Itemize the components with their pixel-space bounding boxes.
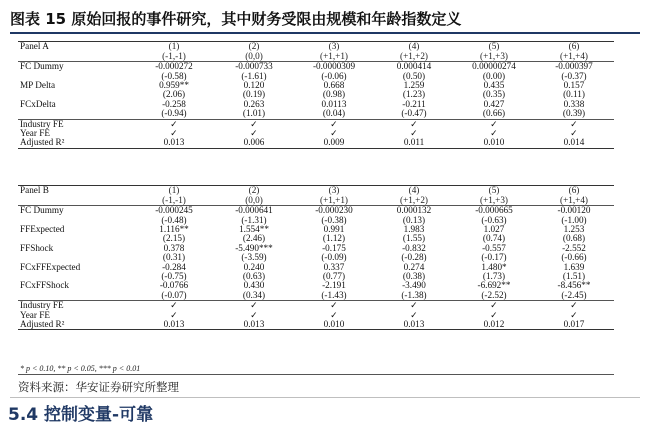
t-stat-cell: (-0.07) — [161, 289, 187, 300]
t-stat-cell: (0.31) — [162, 252, 186, 263]
coef-row — [18, 81, 614, 90]
t-stat-cell: (0.04) — [322, 108, 346, 119]
year-fe-row — [18, 129, 614, 138]
t-stat-cell: (-2.52) — [481, 289, 507, 300]
column-number: (5) — [488, 41, 500, 51]
coef-cell: -0.0766 — [159, 280, 189, 291]
column-number: (1) — [168, 185, 180, 195]
variable-label: FC Dummy — [20, 205, 64, 216]
event-window: (-1,-1) — [162, 194, 186, 205]
t-stat-row — [18, 90, 614, 99]
stat-cell: ✓ — [490, 118, 498, 129]
stat-cell: ✓ — [170, 128, 178, 139]
t-stat-cell: (-0.06) — [321, 70, 347, 81]
panel-end-rule — [18, 148, 614, 153]
header-window-row — [18, 52, 614, 62]
coef-cell: 0.263 — [243, 98, 265, 109]
t-stat-row — [18, 72, 614, 81]
stat-label: Industry FE — [20, 300, 64, 311]
stat-label: Industry FE — [20, 118, 64, 129]
coef-cell: -0.000397 — [555, 61, 593, 72]
t-stat-cell: (-0.09) — [321, 252, 347, 263]
next-section-heading: 5.4 控制变量-可靠 — [8, 405, 154, 425]
stat-cell: ✓ — [410, 300, 418, 311]
coef-cell: 1.259 — [403, 80, 425, 90]
t-stat-cell: (-0.48) — [161, 214, 187, 225]
stat-cell: ✓ — [170, 118, 178, 129]
event-window: (+1,+3) — [480, 50, 508, 61]
t-stat-cell: (-0.63) — [481, 214, 507, 225]
t-stat-cell: (-0.66) — [561, 252, 587, 263]
event-window: (-1,-1) — [162, 50, 186, 61]
industry-fe-row — [18, 119, 614, 129]
significance-note: * p < 0.10, ** p < 0.05, *** p < 0.01 — [20, 364, 141, 373]
event-window: (+1,+3) — [480, 194, 508, 205]
stat-cell: ✓ — [410, 309, 418, 320]
t-stat-cell: (-1.38) — [401, 289, 427, 300]
t-stat-cell: (1.12) — [322, 233, 346, 244]
coef-cell: 1.639 — [563, 261, 585, 272]
stat-cell: ✓ — [410, 128, 418, 139]
coef-cell: 0.337 — [323, 261, 345, 272]
label-spacer — [18, 109, 134, 119]
note-rule — [18, 374, 614, 375]
header-row — [18, 42, 614, 52]
panel-label: Panel A — [20, 41, 49, 51]
t-stat-cell: (-0.47) — [401, 108, 427, 119]
coef-cell: 0.0113 — [321, 98, 347, 109]
t-stat-cell: (-0.28) — [401, 252, 427, 263]
t-stat-cell: (-1.61) — [241, 70, 267, 81]
coef-cell: 0.378 — [163, 242, 185, 253]
coef-cell: -0.211 — [402, 98, 426, 109]
stat-cell: 0.013 — [403, 319, 425, 330]
panel-label: Panel B — [20, 185, 49, 195]
coef-cell: -2.191 — [322, 280, 346, 291]
panel-a-grid — [18, 41, 614, 153]
stat-cell: ✓ — [170, 309, 178, 320]
coef-cell: -0.832 — [402, 242, 426, 253]
coef-cell: 0.991 — [323, 224, 345, 234]
t-stat-cell: (1.51) — [562, 271, 586, 282]
coef-cell: 0.120 — [243, 80, 265, 90]
coef-row — [18, 281, 614, 290]
variable-label: FCxFFExpected — [20, 261, 81, 272]
t-stat-cell: (-3.59) — [241, 252, 267, 263]
stat-cell: ✓ — [250, 309, 258, 320]
adjusted-r2-row — [18, 138, 614, 148]
variable-label: FCxFFShock — [20, 280, 70, 291]
coef-cell: 0.157 — [563, 80, 585, 90]
variable-label: FFExpected — [20, 224, 65, 234]
coef-cell: -5.490*** — [235, 242, 273, 253]
coef-cell: -0.000245 — [155, 205, 193, 216]
stat-label: Year FE — [20, 309, 50, 320]
t-stat-cell: (0.13) — [402, 214, 426, 225]
coef-cell: 1.480* — [481, 261, 507, 272]
coef-cell: 0.240 — [243, 261, 265, 272]
stat-cell: 0.012 — [483, 319, 505, 330]
stat-cell: 0.006 — [243, 137, 265, 148]
header-spacer — [18, 196, 134, 206]
coef-cell: -0.000230 — [315, 205, 353, 216]
header-window-row — [18, 196, 614, 206]
column-number: (1) — [168, 41, 180, 51]
stat-cell: ✓ — [490, 309, 498, 320]
stat-cell: ✓ — [330, 128, 338, 139]
stat-label: Year FE — [20, 128, 50, 139]
header-row — [18, 186, 614, 196]
coef-cell: -0.000665 — [475, 205, 513, 216]
stat-cell: ✓ — [330, 309, 338, 320]
stat-cell: ✓ — [330, 118, 338, 129]
column-number: (5) — [488, 185, 500, 195]
coef-cell: -0.557 — [482, 242, 506, 253]
stat-cell: ✓ — [570, 309, 578, 320]
column-number: (4) — [408, 185, 420, 195]
t-stat-cell: (-1.31) — [241, 214, 267, 225]
column-number: (2) — [248, 185, 260, 195]
coef-cell: -0.175 — [322, 242, 346, 253]
column-number: (6) — [568, 41, 580, 51]
t-stat-cell: (-0.17) — [481, 252, 507, 263]
coef-row — [18, 206, 614, 216]
t-stat-row — [18, 272, 614, 281]
event-window: (0,0) — [245, 50, 263, 61]
t-stat-row — [18, 291, 614, 301]
coef-cell: -3.490 — [402, 280, 426, 291]
coef-cell: -8.456** — [557, 280, 591, 291]
t-stat-cell: (0.68) — [562, 233, 586, 244]
stat-cell: ✓ — [490, 300, 498, 311]
t-stat-cell: (0.00) — [482, 70, 506, 81]
coef-cell: 0.00000274 — [472, 61, 516, 72]
coef-cell: 0.000132 — [396, 205, 432, 216]
t-stat-cell: (-0.58) — [161, 70, 187, 81]
t-stat-cell: (-2.45) — [561, 289, 587, 300]
stat-label: Adjusted R² — [20, 137, 65, 148]
stat-cell: ✓ — [250, 118, 258, 129]
t-stat-cell: (1.23) — [402, 89, 426, 100]
coef-cell: 1.983 — [403, 224, 425, 234]
coef-cell: -0.258 — [162, 98, 186, 109]
t-stat-cell: (-1.43) — [321, 289, 347, 300]
stat-cell: 0.009 — [323, 137, 345, 148]
stat-cell: 0.017 — [563, 319, 585, 330]
stat-cell: ✓ — [410, 118, 418, 129]
coef-cell: 0.338 — [563, 98, 585, 109]
t-stat-cell: (0.63) — [242, 271, 266, 282]
coef-cell: 0.959** — [159, 80, 189, 90]
column-number: (3) — [328, 41, 340, 51]
coef-cell: -0.284 — [162, 261, 186, 272]
t-stat-cell: (-1.00) — [561, 214, 587, 225]
coef-row — [18, 244, 614, 253]
t-stat-cell: (0.74) — [482, 233, 506, 244]
coef-row — [18, 62, 614, 72]
t-stat-cell: (2.06) — [162, 89, 186, 100]
column-number: (3) — [328, 185, 340, 195]
t-stat-cell: (2.15) — [162, 233, 186, 244]
t-stat-row — [18, 253, 614, 262]
stat-label: Adjusted R² — [20, 319, 65, 330]
stat-cell: 0.011 — [403, 137, 425, 148]
title-rule — [10, 32, 640, 34]
industry-fe-row — [18, 301, 614, 311]
variable-label: FC Dummy — [20, 61, 64, 72]
label-spacer — [18, 291, 134, 301]
column-number: (2) — [248, 41, 260, 51]
variable-label: FCxDelta — [20, 98, 56, 109]
event-window: (+1,+4) — [560, 194, 588, 205]
coef-cell: -0.000272 — [155, 61, 193, 72]
coef-cell: 1.253 — [563, 224, 585, 234]
event-window: (+1,+4) — [560, 50, 588, 61]
coef-row — [18, 263, 614, 272]
coef-cell: -2.552 — [562, 242, 586, 253]
t-stat-row — [18, 216, 614, 225]
adjusted-r2-row — [18, 320, 614, 330]
panel-b-grid — [18, 185, 614, 334]
coef-cell: 0.668 — [323, 80, 345, 90]
t-stat-cell: (0.35) — [482, 89, 506, 100]
t-stat-cell: (1.55) — [402, 233, 426, 244]
event-window: (+1,+2) — [400, 194, 428, 205]
t-stat-cell: (-0.94) — [161, 108, 187, 119]
coef-cell: -0.000733 — [235, 61, 273, 72]
event-window: (0,0) — [245, 194, 263, 205]
stat-cell: ✓ — [250, 300, 258, 311]
stat-cell: 0.013 — [163, 319, 185, 330]
t-stat-cell: (0.34) — [242, 289, 266, 300]
event-window: (+1,+2) — [400, 50, 428, 61]
stat-cell: 0.013 — [163, 137, 185, 148]
t-stat-cell: (-0.38) — [321, 214, 347, 225]
footer-rule — [10, 397, 640, 398]
stat-cell: 0.010 — [323, 319, 345, 330]
stat-cell: 0.013 — [243, 319, 265, 330]
source-note: 资料来源：华安证券研究所整理 — [18, 380, 179, 394]
stat-cell: ✓ — [570, 128, 578, 139]
event-window: (+1,+1) — [320, 50, 348, 61]
stat-cell: 0.010 — [483, 137, 505, 148]
t-stat-cell: (1.73) — [482, 271, 506, 282]
coef-cell: 0.430 — [243, 280, 265, 291]
t-stat-cell: (1.01) — [242, 108, 266, 119]
coef-cell: -0.0000309 — [312, 61, 356, 72]
t-stat-cell: (0.77) — [322, 271, 346, 282]
t-stat-cell: (0.50) — [402, 70, 426, 81]
coef-row — [18, 225, 614, 234]
variable-label: FFShock — [20, 242, 54, 253]
t-stat-cell: (-0.37) — [561, 70, 587, 81]
t-stat-cell: (0.39) — [562, 108, 586, 119]
header-spacer — [18, 52, 134, 62]
event-window: (+1,+1) — [320, 194, 348, 205]
stat-cell: ✓ — [570, 300, 578, 311]
coef-cell: -0.00120 — [557, 205, 591, 216]
coef-cell: 0.427 — [483, 98, 505, 109]
t-stat-row — [18, 234, 614, 243]
stat-cell: ✓ — [570, 118, 578, 129]
t-stat-cell: (2.46) — [242, 233, 266, 244]
t-stat-cell: (0.66) — [482, 108, 506, 119]
stat-cell: 0.014 — [563, 137, 585, 148]
panel-end-rule — [18, 330, 614, 335]
t-stat-cell: (0.38) — [402, 271, 426, 282]
variable-label: MP Delta — [20, 80, 56, 90]
stat-cell: ✓ — [170, 300, 178, 311]
stat-cell: ✓ — [250, 128, 258, 139]
panel-b-table — [18, 185, 614, 334]
panel-a-table — [18, 41, 614, 153]
coef-cell: 1.554** — [239, 224, 269, 234]
t-stat-row — [18, 109, 614, 119]
t-stat-cell: (0.11) — [563, 89, 585, 100]
t-stat-cell: (0.19) — [242, 89, 266, 100]
figure-title: 图表 15 原始回报的事件研究，其中财务受限由规模和年龄指数定义 — [10, 10, 462, 28]
coef-cell: 0.435 — [483, 80, 505, 90]
stat-cell: ✓ — [490, 128, 498, 139]
coef-cell: 1.116** — [159, 224, 189, 234]
coef-row — [18, 100, 614, 109]
year-fe-row — [18, 311, 614, 320]
t-stat-cell: (-0.75) — [161, 271, 187, 282]
column-number: (4) — [408, 41, 420, 51]
coef-cell: -6.692** — [477, 280, 511, 291]
coef-cell: -0.000641 — [235, 205, 273, 216]
coef-cell: 0.000414 — [396, 61, 432, 72]
t-stat-cell: (0.98) — [322, 89, 346, 100]
stat-cell: ✓ — [330, 300, 338, 311]
column-number: (6) — [568, 185, 580, 195]
coef-cell: 1.027 — [483, 224, 505, 234]
coef-cell: 0.274 — [403, 261, 425, 272]
